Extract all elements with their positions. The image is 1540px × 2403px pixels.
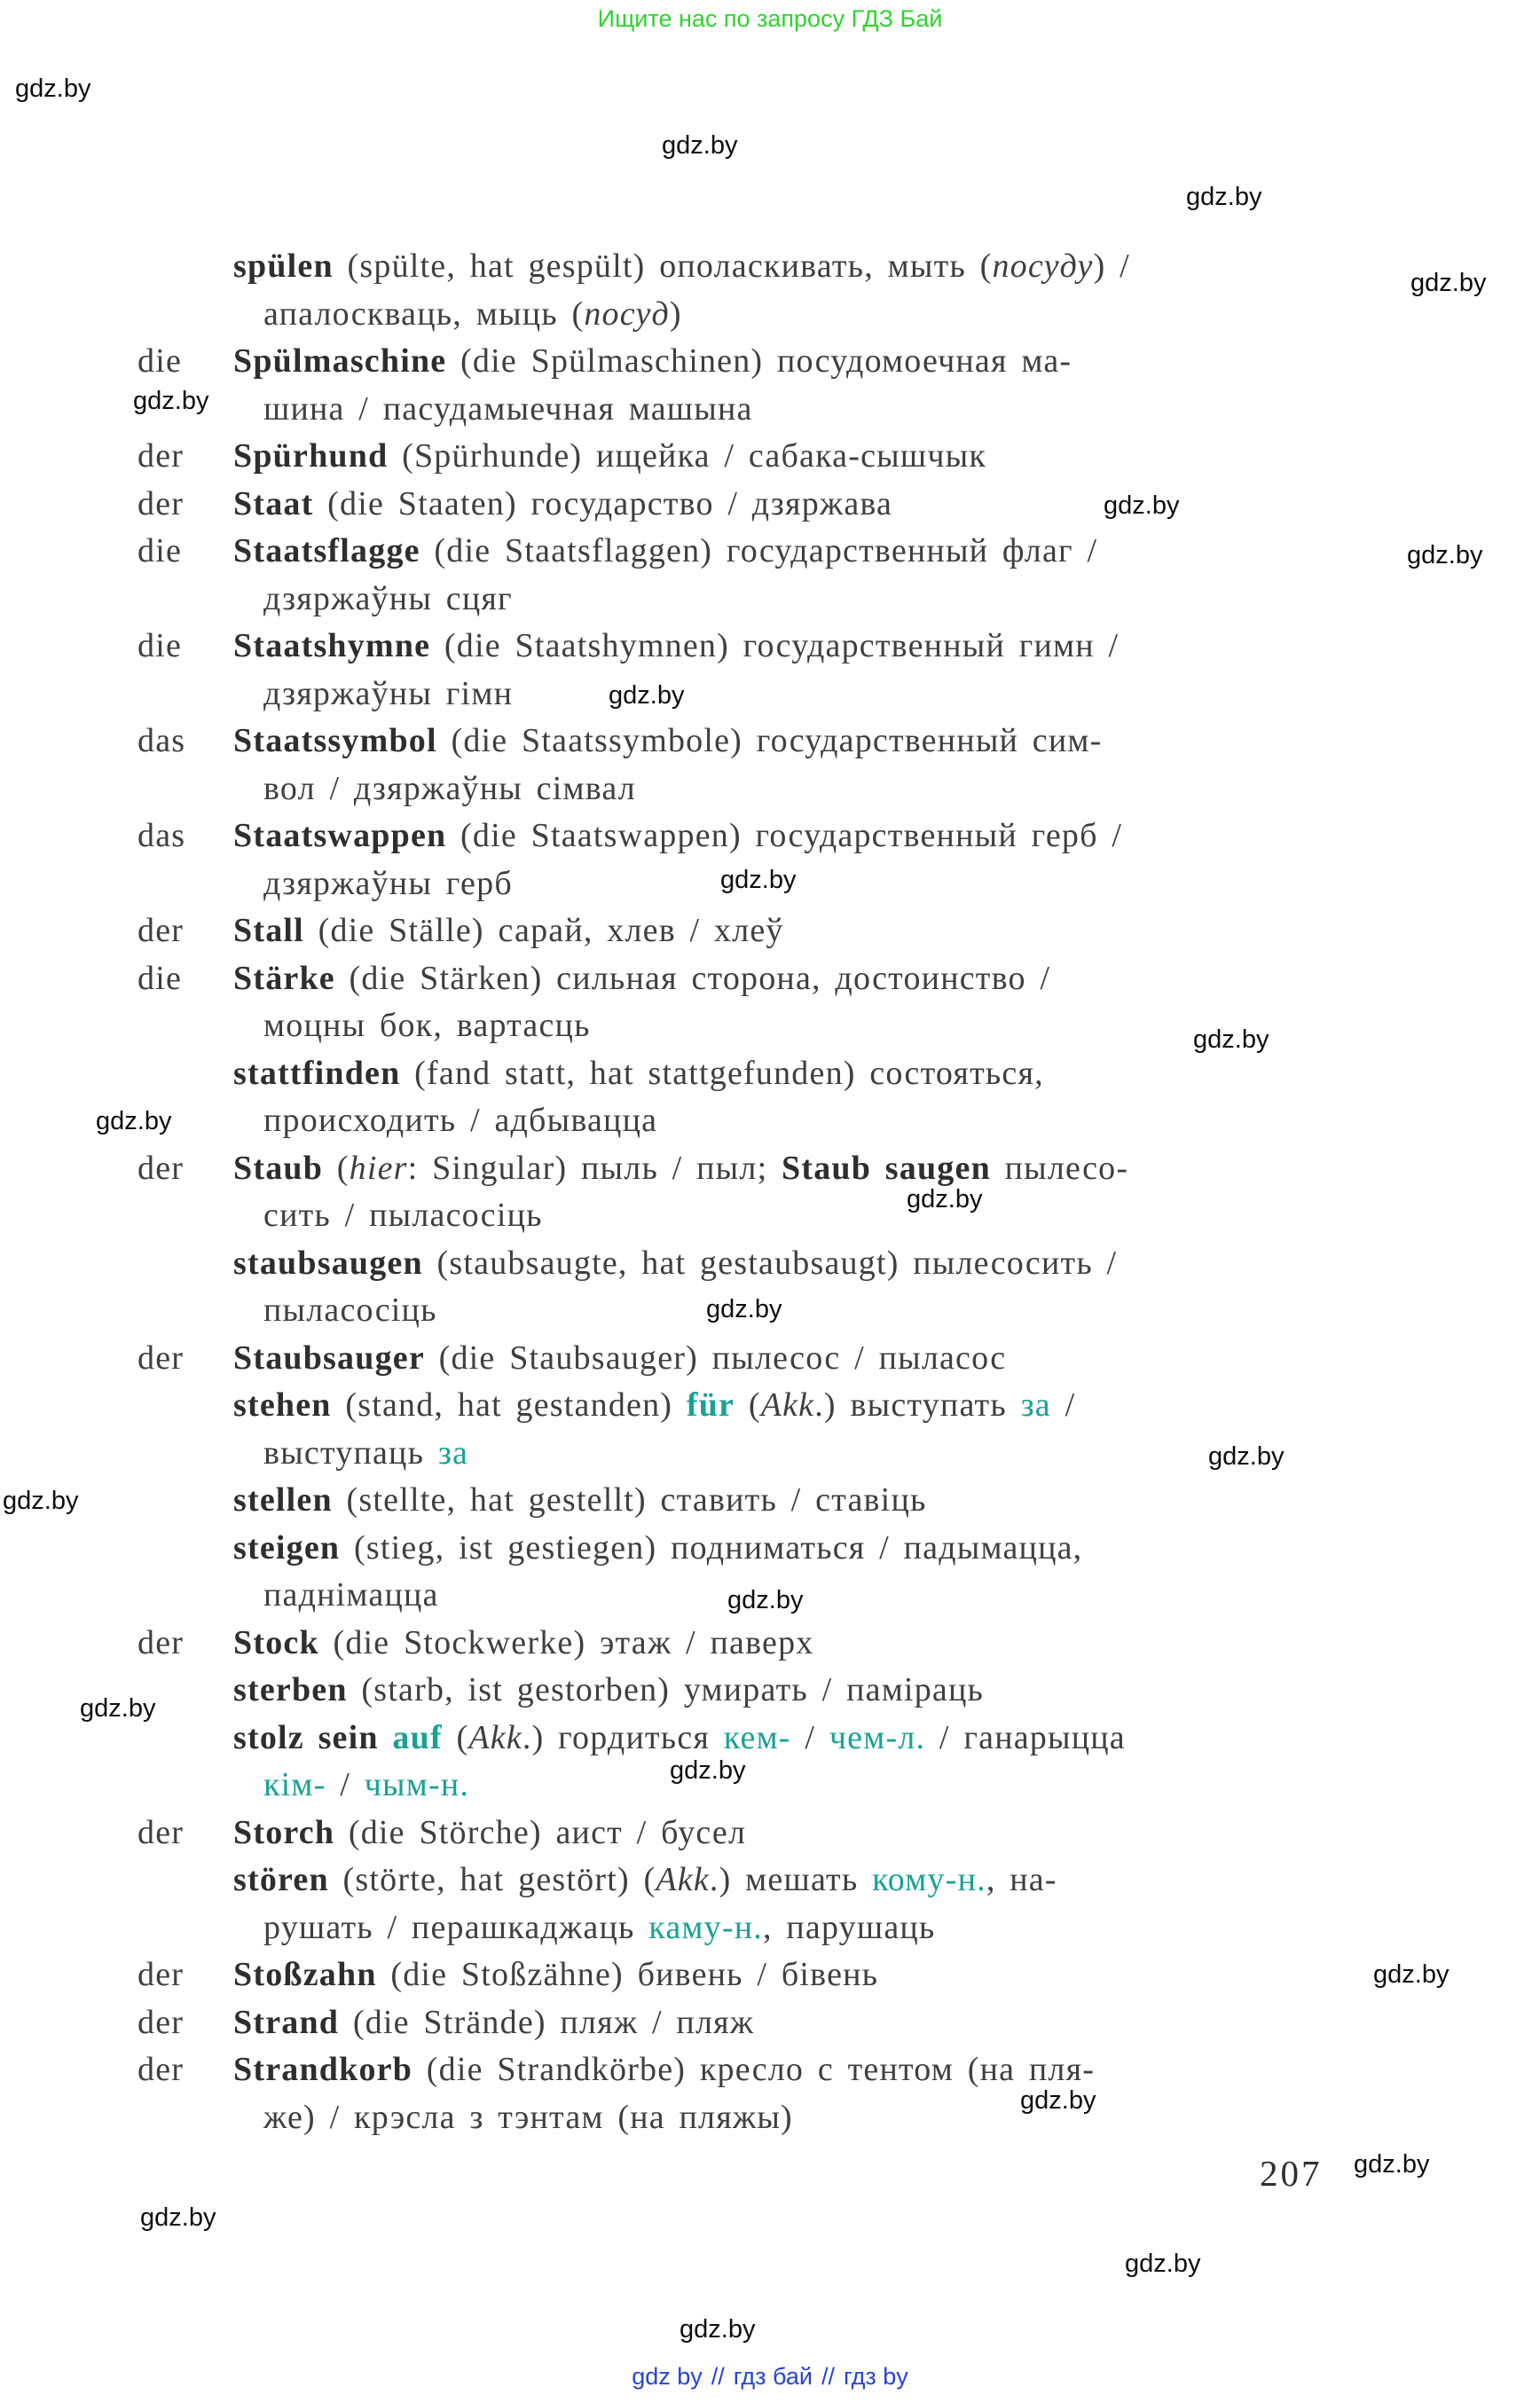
entry-text-segment: (die Stoßzähne) бивень / бівень — [376, 1956, 879, 1993]
entry-text-segment: чым-н. — [364, 1766, 470, 1803]
entry-text-segment: за — [1020, 1386, 1051, 1424]
entry-text-segment: чем-л. — [829, 1718, 926, 1756]
dictionary-line — [0, 718, 1540, 766]
entry-text-segment: (fand statt, hat stattgefunden) состояться, — [400, 1054, 1044, 1092]
footer-link[interactable]: gdz by — [632, 2363, 703, 2390]
gdz-watermark: gdz.by — [727, 1586, 804, 1614]
entry-text-segment: же) / крэсла з тэнтам (на пляжы) — [263, 2098, 793, 2136]
entry-text-segment: (die Staubsauger) пылесос / пыласос — [424, 1339, 1007, 1377]
entry-text-segment: пылесо- — [990, 1149, 1129, 1187]
dictionary-line — [0, 1382, 1540, 1430]
gdz-watermark: gdz.by — [1208, 1442, 1285, 1471]
entry-text-segment: ) — [669, 294, 682, 333]
entry-text-segment: (die Ställe) сарай, хлев / хлеў — [303, 912, 784, 949]
entry-text — [263, 1192, 543, 1240]
entry-text-segment: посуду — [992, 247, 1094, 285]
gdz-watermark: gdz.by — [1193, 1025, 1269, 1054]
gdz-watermark: gdz.by — [662, 131, 738, 160]
entry-text-segment: ( — [735, 1386, 761, 1424]
article-label: der — [138, 1813, 185, 1851]
entry-text-segment: каму-н. — [648, 1908, 763, 1946]
dictionary-line — [0, 1525, 1540, 1573]
entry-text-segment: Strand — [233, 2003, 340, 2041]
article-label: der — [138, 484, 185, 522]
entry-text-segment: hier — [349, 1149, 408, 1187]
entry-text-segment: Akk — [468, 1718, 522, 1756]
entry-text-segment: сить / пыласосіць — [263, 1197, 543, 1234]
dictionary-line — [0, 1999, 1540, 2047]
entry-text-segment: / ганарыцца — [925, 1718, 1126, 1756]
gdz-watermark: gdz.by — [1410, 269, 1487, 297]
entry-text-segment: рушать / перашкаджаць — [263, 1908, 649, 1946]
article-label: der — [138, 912, 185, 949]
gdz-watermark: gdz.by — [1125, 2250, 1201, 2278]
gdz-watermark: gdz.by — [96, 1107, 172, 1135]
entry-text-segment: происходить / адбывацца — [263, 1102, 658, 1139]
gdz-watermark: gdz.by — [706, 1295, 782, 1323]
dictionary-line — [0, 338, 1540, 386]
dictionary-line — [0, 1857, 1540, 1904]
entry-text — [233, 1951, 878, 1999]
entry-text-segment: ( — [442, 1718, 469, 1756]
entry-text-segment: sterben — [233, 1671, 348, 1708]
entry-text-segment: (starb, ist gestorben) умирать / паміраць — [347, 1671, 985, 1708]
gdz-watermark: gdz.by — [140, 2203, 216, 2232]
dictionary-line — [0, 291, 1540, 339]
entry-text-segment: паднімацца — [263, 1576, 439, 1614]
entry-text — [263, 1097, 657, 1145]
entry-text-segment: Staub saugen — [782, 1149, 991, 1187]
article-label: der — [138, 1339, 185, 1377]
entry-text-segment: кем- — [723, 1718, 791, 1756]
gdz-watermark: gdz.by — [1354, 2150, 1430, 2179]
entry-text — [263, 671, 513, 719]
dictionary-line — [0, 2046, 1540, 2094]
dictionary-line — [0, 1667, 1540, 1715]
entry-text-segment: stolz sein — [233, 1718, 379, 1756]
article-label: die — [138, 959, 183, 997]
entry-text-segment: (die Spülmaschinen) посудомоечная ма- — [446, 342, 1072, 380]
dictionary-line — [0, 1477, 1540, 1525]
dictionary-line — [0, 576, 1540, 624]
entry-text-segment: Stoßzahn — [233, 1956, 377, 1993]
dictionary-line — [0, 528, 1540, 576]
footer-separator: // — [711, 2363, 725, 2390]
dictionary-line — [0, 1715, 1540, 1763]
entry-text-segment: für — [686, 1386, 735, 1424]
dictionary-line — [0, 623, 1540, 671]
gdz-watermark: gdz.by — [133, 387, 209, 415]
entry-text-segment: ) / — [1093, 247, 1130, 285]
entry-text — [263, 291, 682, 339]
article-label: die — [138, 532, 183, 569]
dictionary-line — [0, 1430, 1540, 1478]
article-label: das — [138, 817, 186, 854]
entry-text-segment: (Spürhunde) ищейка / сабака-сышчык — [388, 437, 987, 475]
dictionary-line — [0, 481, 1540, 529]
footer-links — [0, 2363, 1540, 2391]
dictionary-line — [0, 766, 1540, 813]
entry-text — [233, 813, 1122, 860]
entry-text — [233, 623, 1119, 671]
entry-text-segment: Akk — [760, 1386, 815, 1424]
entry-text — [263, 1430, 468, 1478]
entry-text-segment: , парушаць — [762, 1908, 936, 1946]
entry-text-segment: stehen — [233, 1386, 332, 1424]
dictionary-line — [0, 1904, 1540, 1952]
dictionary-line — [0, 1050, 1540, 1098]
entry-text-segment: шина / пасудамыечная машына — [263, 389, 753, 428]
entry-text-segment: stören — [233, 1861, 329, 1898]
entry-text-segment: Staub — [233, 1149, 324, 1187]
dictionary-line — [0, 671, 1540, 719]
dictionary-line — [0, 1097, 1540, 1145]
dictionary-line — [0, 2094, 1540, 2142]
gdz-watermark: gdz.by — [1373, 1960, 1450, 1989]
gdz-watermark: gdz.by — [15, 75, 91, 103]
entry-text — [233, 1335, 1006, 1383]
entry-text-segment: (staubsaugte, hat gestaubsaugt) пылесосить / — [422, 1244, 1118, 1282]
entry-text — [263, 860, 513, 908]
entry-text-segment: выступаць — [263, 1433, 438, 1472]
footer-separator: // — [821, 2363, 835, 2390]
dictionary-line — [0, 1145, 1540, 1193]
dictionary-line — [0, 433, 1540, 481]
entry-text-segment: (spülte, hat gespült) ополаскивать, мыть ( — [333, 247, 993, 285]
entry-text — [233, 243, 1130, 291]
entry-text-segment: stellen — [233, 1481, 333, 1519]
entry-text-segment: дзяржаўны сцяг — [263, 579, 513, 617]
entry-text-segment: Strandkorb — [233, 2051, 413, 2088]
entry-text — [233, 338, 1072, 386]
entry-text — [233, 1382, 1075, 1430]
dictionary-line — [0, 1951, 1540, 1999]
entry-text-segment: (stand, hat gestanden) — [331, 1386, 687, 1424]
entry-text — [233, 1857, 1057, 1904]
entry-text — [233, 1050, 1044, 1098]
entry-text-segment: (die Staaten) государство / дзяржава — [313, 484, 893, 522]
entry-text-segment: (stieg, ist gestiegen) подниматься / падымацца, — [340, 1528, 1083, 1567]
entry-text-segment: Staatshymne — [233, 627, 431, 664]
entry-text — [263, 1762, 469, 1810]
entry-text-segment: ( — [323, 1149, 350, 1187]
entry-text-segment: Storch — [233, 1813, 335, 1851]
entry-text-segment: (die Stockwerke) этаж / паверх — [318, 1623, 814, 1661]
entry-text — [263, 2094, 793, 2142]
entry-text-segment: Staatssymbol — [233, 722, 437, 759]
entry-text — [233, 1810, 746, 1857]
entry-text-segment: пыласосіць — [263, 1292, 437, 1329]
entry-text-segment: (die Stärken) сильная сторона, достоинство / — [334, 959, 1051, 997]
gdz-watermark: gdz.by — [907, 1185, 983, 1213]
dictionary-line — [0, 1002, 1540, 1050]
gdz-watermark: gdz.by — [1186, 183, 1262, 211]
entry-text-segment: / — [790, 1718, 829, 1756]
entry-text-segment: : Singular) пыль / пыл; — [407, 1149, 782, 1187]
entry-text — [233, 433, 986, 481]
entry-text-segment: дзяржаўны герб — [263, 864, 513, 902]
entry-text-segment: (die Strandkörbe) кресло с тентом (на пля- — [412, 2051, 1096, 2088]
entry-text-segment: , на- — [986, 1861, 1057, 1898]
article-label: der — [138, 1149, 185, 1187]
entry-text — [233, 1240, 1117, 1288]
dictionary-line — [0, 1240, 1540, 1288]
gdz-watermark: gdz.by — [80, 1694, 156, 1723]
gdz-watermark: gdz.by — [3, 1487, 79, 1515]
entry-text-segment: Stock — [233, 1623, 319, 1661]
entry-text-segment: staubsaugen — [233, 1244, 423, 1282]
gdz-watermark: gdz.by — [1104, 491, 1180, 520]
dictionary-line — [0, 813, 1540, 860]
entry-text-segment — [379, 1719, 393, 1756]
entry-text-segment: дзяржаўны гімн — [263, 674, 514, 712]
entry-text-segment: .) гордиться — [522, 1718, 724, 1756]
entry-text — [233, 955, 1050, 1003]
entry-text-segment: stattfinden — [233, 1054, 401, 1092]
article-label: die — [138, 342, 183, 380]
entry-text — [263, 576, 513, 624]
entry-text-segment: (störte, hat gestört) ( — [328, 1861, 656, 1898]
dictionary-line — [0, 1192, 1540, 1240]
entry-text-segment: кім- — [263, 1766, 326, 1803]
entry-text — [263, 1002, 591, 1050]
gdz-watermark: gdz.by — [680, 2315, 756, 2344]
entry-text — [233, 1667, 984, 1715]
entry-text-segment: (die Staatssymbole) государственный сим- — [436, 722, 1103, 759]
article-label: das — [138, 722, 186, 759]
entry-text — [263, 1572, 439, 1620]
entry-text — [233, 1620, 813, 1668]
entry-text-segment: Staatsflagge — [233, 532, 420, 569]
entry-text — [263, 1287, 437, 1335]
dictionary-line — [0, 243, 1540, 291]
gdz-watermark: gdz.by — [1020, 2086, 1096, 2115]
entry-text — [233, 1715, 1126, 1763]
entry-text-segment: (stellte, hat gestellt) ставить / ставіць — [332, 1481, 927, 1519]
entry-text — [263, 386, 753, 434]
article-label: der — [138, 437, 185, 475]
entry-text-segment: auf — [392, 1718, 443, 1756]
article-label: der — [138, 1956, 185, 1993]
page-number: 207 — [1260, 2153, 1323, 2194]
entry-text-segment: steigen — [233, 1528, 341, 1567]
article-label: der — [138, 2003, 185, 2041]
entry-text-segment: (die Staatsflaggen) государственный флаг / — [420, 532, 1098, 569]
dictionary-block — [0, 243, 1540, 2141]
dictionary-line — [0, 907, 1540, 955]
entry-text — [233, 718, 1103, 766]
entry-text-segment: (die Staatswappen) государственный герб / — [446, 817, 1123, 854]
entry-text — [233, 1525, 1082, 1573]
dictionary-line — [0, 1810, 1540, 1857]
entry-text-segment: Spülmaschine — [233, 342, 447, 380]
entry-text-segment: за — [437, 1433, 469, 1472]
entry-text-segment: .) мешать — [709, 1861, 873, 1898]
entry-text-segment: .) выступать — [814, 1386, 1021, 1424]
entry-text — [233, 528, 1097, 576]
entry-text — [233, 481, 892, 529]
entry-text-segment: Staat — [233, 484, 314, 522]
entry-text — [233, 907, 784, 955]
entry-text-segment: Stärke — [233, 959, 335, 997]
entry-text-segment: вол / дзяржаўны сімвал — [263, 769, 636, 807]
article-label: der — [138, 1623, 185, 1661]
dictionary-line — [0, 1620, 1540, 1668]
gdz-watermark: gdz.by — [1407, 541, 1483, 569]
entry-text — [233, 2046, 1095, 2094]
entry-text-segment: / — [1050, 1386, 1076, 1424]
entry-text-segment: Stall — [233, 912, 304, 949]
gdz-watermark: gdz.by — [670, 1756, 746, 1785]
entry-text-segment: / — [326, 1766, 365, 1803]
dictionary-line — [0, 955, 1540, 1003]
entry-text-segment: Staatswappen — [233, 817, 447, 854]
entry-text — [233, 1477, 927, 1525]
entry-text-segment: моцны бок, вартасць — [263, 1007, 591, 1044]
promo-banner-text: Ищите нас по запросу ГДЗ Бай — [597, 5, 943, 32]
entry-text-segment: посуд — [584, 294, 670, 333]
dictionary-line — [0, 1335, 1540, 1383]
entry-text-segment: Akk — [656, 1861, 710, 1898]
entry-text-segment: (die Strände) пляж / пляж — [339, 2003, 755, 2041]
dictionary-line — [0, 386, 1540, 434]
entry-text-segment: spülen — [233, 247, 334, 285]
entry-text-segment: апалоскваць, мыць ( — [263, 294, 585, 333]
footer-link[interactable]: гдз by — [844, 2363, 908, 2390]
dictionary-line — [0, 1762, 1540, 1810]
entry-text-segment: Spürhund — [233, 437, 389, 475]
entry-text — [233, 1999, 754, 2047]
footer-link[interactable]: гдз бай — [733, 2363, 813, 2390]
entry-text-segment: кому-н. — [872, 1861, 986, 1898]
gdz-watermark: gdz.by — [720, 866, 797, 894]
entry-text — [263, 1904, 935, 1952]
gdz-watermark: gdz.by — [609, 681, 685, 710]
entry-text — [263, 766, 636, 813]
entry-text-segment: Staubsauger — [233, 1339, 425, 1377]
entry-text-segment: (die Staatshymnen) государственный гимн / — [430, 627, 1120, 664]
article-label: der — [138, 2051, 185, 2088]
entry-text-segment: (die Störche) аист / бусел — [334, 1813, 747, 1851]
article-label: die — [138, 627, 183, 664]
entry-text — [233, 1145, 1128, 1193]
